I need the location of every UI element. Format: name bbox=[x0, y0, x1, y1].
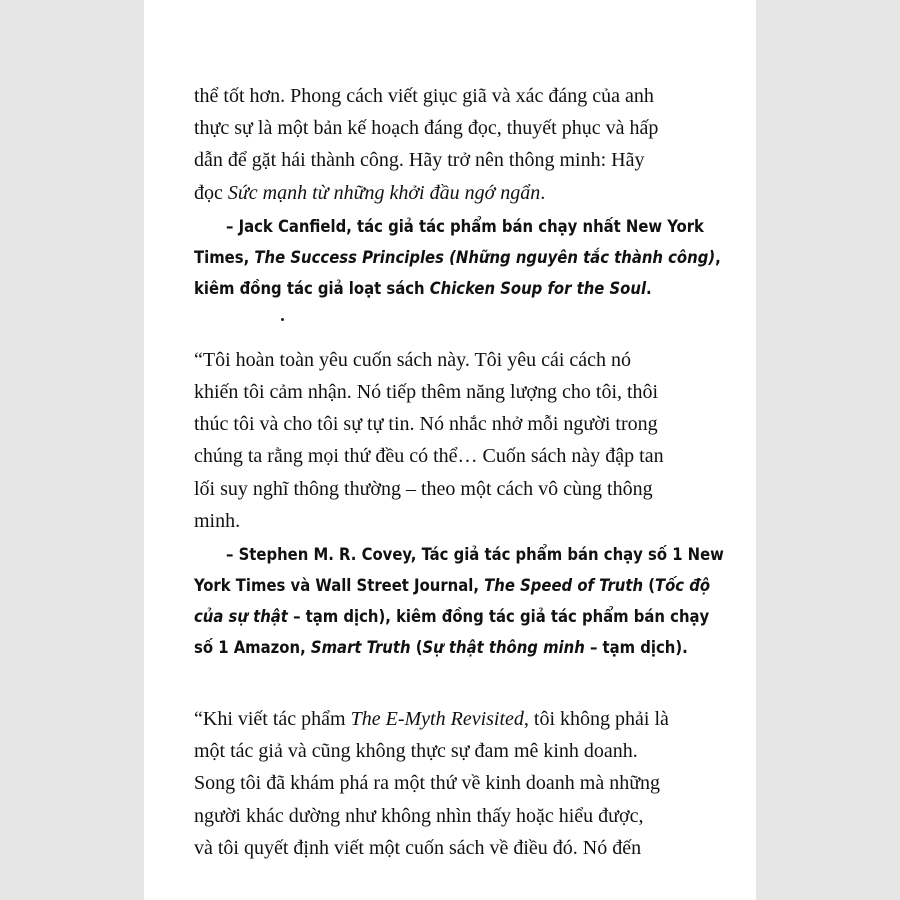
attribution-jack-canfield bbox=[194, 211, 721, 304]
text-line: lối suy nghĩ thông thường – theo một cách vô cùng thông bbox=[194, 477, 653, 500]
book-title: Smart Truth bbox=[310, 638, 411, 658]
attribution-line: kiêm đồng tác giả loạt sách Chicken Soup for the Soul. bbox=[194, 278, 652, 298]
endorsement-paragraph-1 bbox=[194, 80, 712, 209]
book-title: The Success Principles (Những nguyên tắc thành công) bbox=[254, 247, 716, 267]
text-line: khiến tôi cảm nhận. Nó tiếp thêm năng lượng cho tôi, thôi bbox=[194, 381, 659, 404]
text-line: người khác dường như không nhìn thấy hoặc hiểu được, bbox=[194, 804, 644, 827]
attribution-line: – Jack Canfield, tác giả tác phẩm bán chạy nhất New York bbox=[226, 216, 704, 236]
attribution-line: Times, The Success Principles (Những nguyên tắc thành công), bbox=[194, 247, 721, 267]
book-title: Chicken Soup for the Soul bbox=[429, 278, 647, 298]
book-title-translation: Sự thật thông minh bbox=[422, 638, 585, 658]
book-title-translation: Tốc độ bbox=[654, 576, 711, 596]
text-line: “Khi viết tác phẩm The E-Myth Revisited, tôi không phải là bbox=[194, 708, 669, 731]
book-page bbox=[144, 0, 756, 900]
book-title: The Speed of Truth bbox=[484, 576, 644, 596]
spacer bbox=[194, 663, 712, 703]
attribution-line: York Times và Wall Street Journal, The Speed of Truth (Tốc độ bbox=[194, 576, 711, 596]
endorsement-paragraph-3 bbox=[194, 703, 712, 864]
text-line: dẫn để gặt hái thành công. Hãy trở nên thông minh: Hãy bbox=[194, 149, 645, 172]
text-line: thúc tôi và cho tôi sự tự tin. Nó nhắc nhở mỗi người trong bbox=[194, 413, 658, 436]
text-line: thể tốt hơn. Phong cách viết giục giã và xác đáng của anh bbox=[194, 85, 654, 107]
spacer bbox=[194, 304, 712, 344]
ink-speck bbox=[281, 318, 284, 321]
book-title: The E-Myth Revisited bbox=[350, 708, 524, 731]
attribution-line: của sự thật – tạm dịch), kiêm đồng tác giả tác phẩm bán chạy bbox=[194, 607, 710, 627]
text-line: và tôi quyết định viết một cuốn sách về điều đó. Nó đến bbox=[194, 836, 642, 859]
attribution-line: số 1 Amazon, Smart Truth (Sự thật thông minh – tạm dịch). bbox=[194, 638, 688, 658]
text-line: thực sự là một bản kế hoạch đáng đọc, thuyết phục và hấp bbox=[194, 117, 659, 140]
text-line: minh. bbox=[194, 509, 241, 532]
book-title: Sức mạnh từ những khởi đầu ngớ ngẩn bbox=[227, 181, 541, 204]
attribution-line: – Stephen M. R. Covey, Tác giả tác phẩm bán chạy số 1 New bbox=[226, 545, 724, 565]
text-line: “Tôi hoàn toàn yêu cuốn sách này. Tôi yêu cái cách nó bbox=[194, 348, 632, 371]
text-line: chúng ta rằng mọi thứ đều có thể… Cuốn sách này đập tan bbox=[194, 445, 664, 468]
attribution-stephen-covey bbox=[194, 539, 724, 663]
endorsement-paragraph-2 bbox=[194, 344, 712, 537]
text-line: đọc Sức mạnh từ những khởi đầu ngớ ngẩn. bbox=[194, 181, 546, 204]
book-title-translation: của sự thật bbox=[194, 607, 288, 627]
text-line: Song tôi đã khám phá ra một thứ về kinh doanh mà những bbox=[194, 772, 661, 795]
text-line: một tác giả và cũng không thực sự đam mê kinh doanh. bbox=[194, 740, 638, 763]
